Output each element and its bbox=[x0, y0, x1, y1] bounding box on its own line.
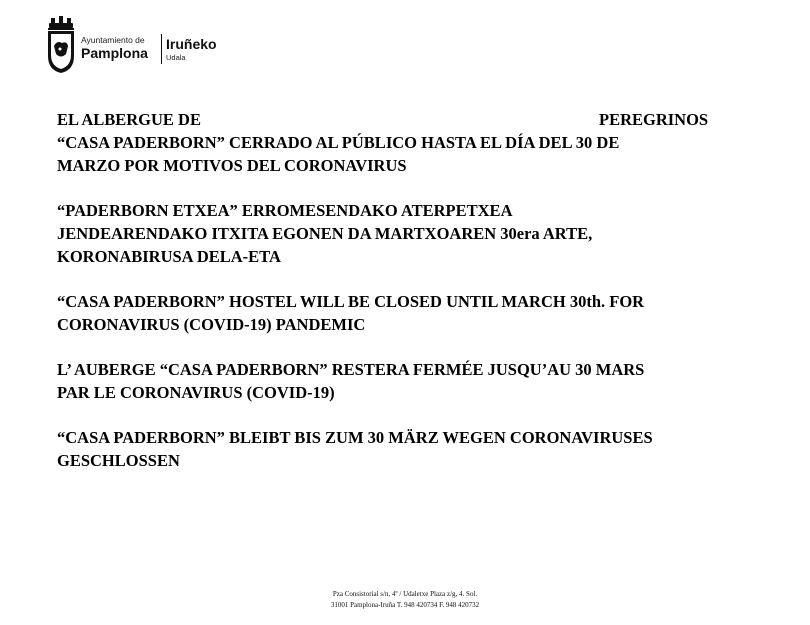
notice-german bbox=[57, 426, 769, 472]
notice-line: JENDEARENDAKO ITXITA EGONEN DA MARTXOAREN 30era ARTE, bbox=[57, 224, 593, 243]
logo-udala-text: Udala bbox=[166, 53, 186, 62]
footer-address-line: 31001 Pamplona-Iruña T. 948 420734 F. 948 420732 bbox=[330, 601, 480, 609]
logo-divider bbox=[161, 34, 162, 64]
notice-line: GESCHLOSSEN bbox=[57, 451, 180, 470]
notice-french bbox=[57, 358, 769, 404]
notice-line bbox=[57, 108, 769, 131]
notice-fragment: EL ALBERGUE DE bbox=[57, 110, 201, 129]
notice-line: L’ AUBERGE “CASA PADERBORN” RESTERA FERMÉE JUSQU’AU 30 MARS bbox=[57, 360, 645, 379]
logo-irunenko-text: Iruñeko bbox=[166, 36, 217, 52]
notice-basque bbox=[57, 199, 769, 268]
city-logo bbox=[45, 16, 235, 76]
logo-ayuntamiento-text: Ayuntamiento de bbox=[81, 35, 145, 45]
footer-address-line: Pza Consistorial s/n, 4º / Udaletxe Plaza z/g, 4. Sol. bbox=[332, 590, 478, 598]
notice-line: “CASA PADERBORN” HOSTEL WILL BE CLOSED UNTIL MARCH 30th. FOR bbox=[57, 292, 645, 311]
notice-line: KORONABIRUSA DELA-ETA bbox=[57, 247, 281, 266]
notice-line: MARZO POR MOTIVOS DEL CORONAVIRUS bbox=[57, 156, 407, 175]
notice-line: PAR LE CORONAVIRUS (COVID-19) bbox=[57, 383, 335, 402]
notice-spanish bbox=[57, 108, 769, 177]
notice-english bbox=[57, 290, 769, 336]
footer-address bbox=[0, 589, 810, 611]
notice-line: CORONAVIRUS (COVID-19) PANDEMIC bbox=[57, 315, 366, 334]
logo-pamplona-text: Pamplona bbox=[81, 45, 148, 61]
notice-line: “CASA PADERBORN” BLEIBT BIS ZUM 30 MÄRZ WEGEN CORONAVIRUSES bbox=[57, 428, 653, 447]
notice-line: “PADERBORN ETXEA” ERROMESENDAKO ATERPETXEA bbox=[57, 201, 513, 220]
closure-notice bbox=[57, 108, 769, 494]
coat-of-arms-icon bbox=[45, 16, 77, 74]
notice-line: “CASA PADERBORN” CERRADO AL PÚBLICO HASTA EL DÍA DEL 30 DE bbox=[57, 133, 620, 152]
notice-fragment: PEREGRINOS bbox=[599, 110, 709, 129]
